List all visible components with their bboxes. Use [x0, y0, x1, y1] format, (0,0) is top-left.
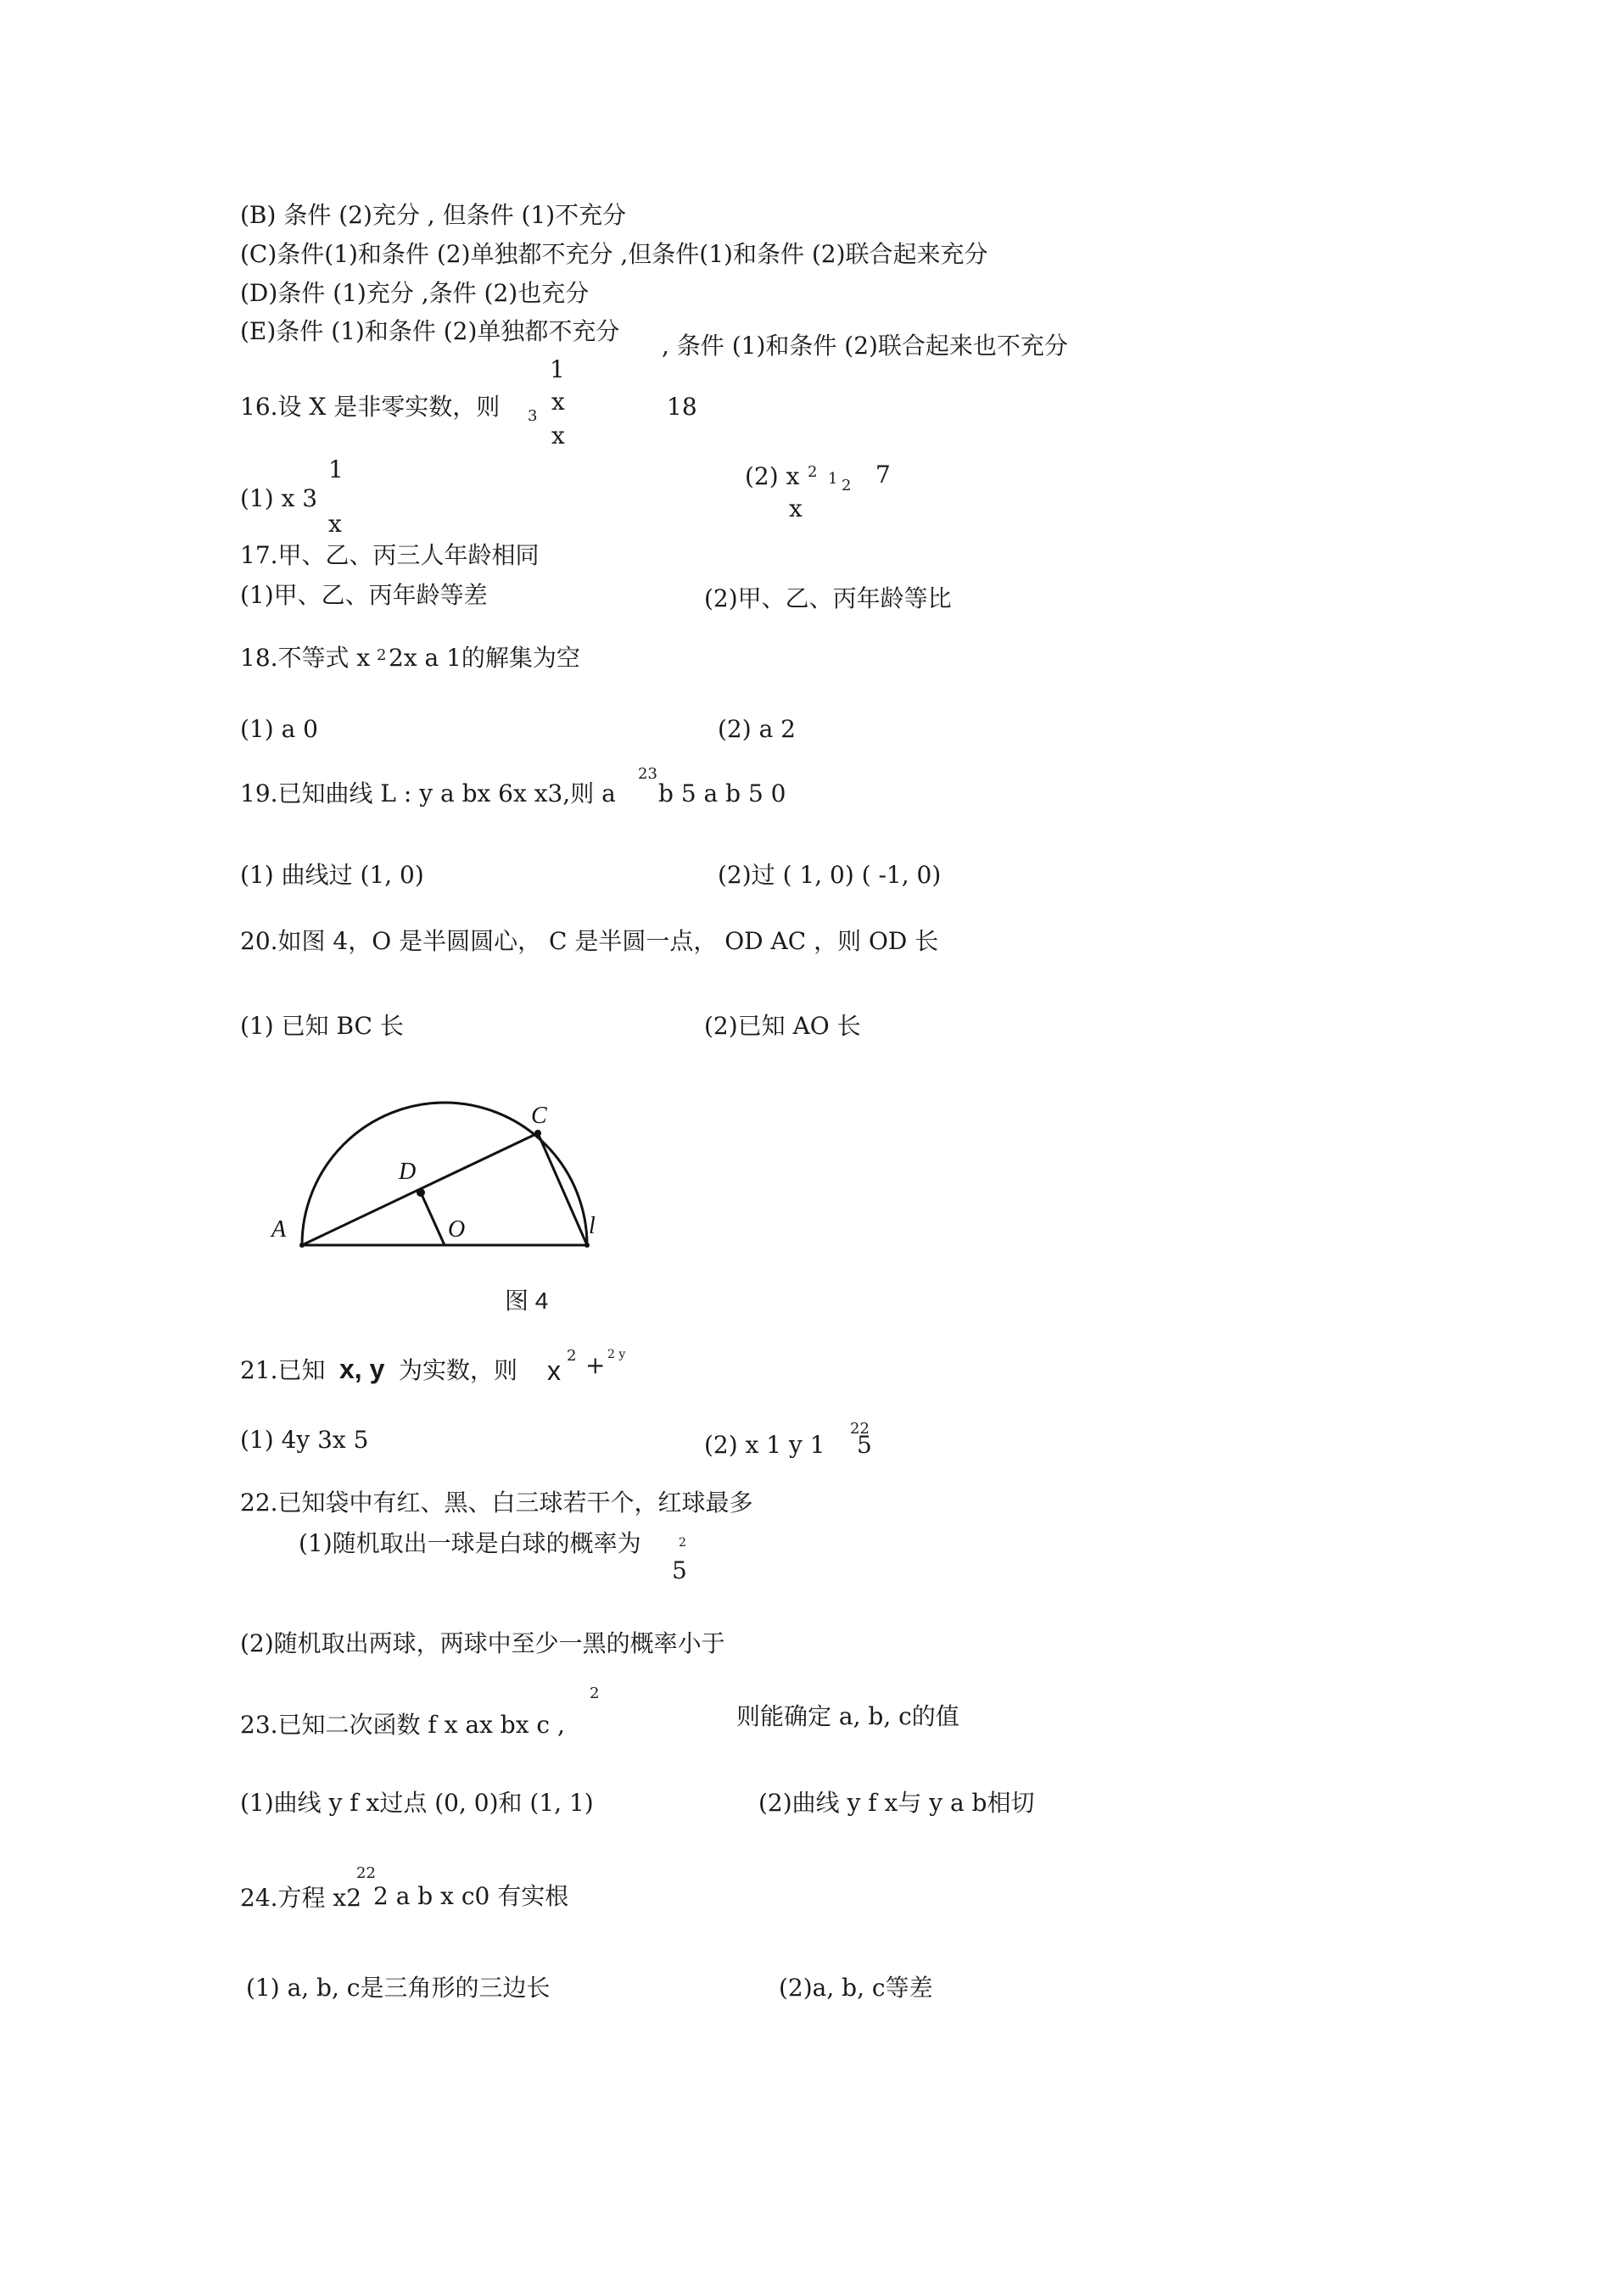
q18-condition-2: (2) a 2: [718, 715, 796, 743]
segment-od: [421, 1193, 445, 1245]
point-a: [299, 1243, 305, 1248]
q16-c2: (2) x: [745, 462, 800, 490]
q19-sup: 23: [638, 765, 657, 783]
q16-x-upper: x: [551, 388, 565, 416]
q21-xy: x, y: [339, 1354, 385, 1384]
q22-condition-1: (1)随机取出一球是白球的概率为: [299, 1529, 641, 1557]
label-d: D: [399, 1159, 417, 1185]
q17-condition-2: (2)甲、乙、丙年龄等比: [704, 584, 952, 612]
q21-tail: 2 y: [607, 1348, 626, 1361]
q16-c1-one: 1: [328, 455, 344, 483]
q20-condition-2: (2)已知 AO 长: [704, 1012, 861, 1040]
q19-condition-1: (1) 曲线过 (1, 0): [240, 861, 424, 889]
q18-stem-b: 2x a 1的解集为空: [389, 644, 580, 672]
q22-c1-denominator: 5: [672, 1556, 687, 1584]
q19-stem-b: b 5 a b 5 0: [658, 779, 786, 807]
semicircle-figure: [263, 1094, 619, 1315]
point-b: [584, 1243, 590, 1248]
q19-stem-a: 19.已知曲线 L : y a bx 6x x3,则 a: [240, 779, 616, 807]
option-b: (B) 条件 (2)充分 , 但条件 (1)不充分: [240, 201, 627, 229]
q16-c2-sup: 2: [808, 463, 818, 481]
q24-sup: 22: [356, 1864, 376, 1882]
q21-c2-sup: 22: [850, 1420, 870, 1438]
label-b: l: [589, 1213, 596, 1239]
q23-stem: 23.已知二次函数 f x ax bx c ,: [240, 1711, 565, 1739]
q16-x-lower: x: [551, 422, 565, 450]
option-e-part2: , 条件 (1)和条件 (2)联合起来也不充分: [662, 332, 1068, 360]
q23-condition-2: (2)曲线 y f x与 y a b相切: [758, 1789, 1035, 1817]
q16-stem: 16.设 X 是非零实数，则: [240, 393, 501, 421]
q23-right: 则能确定 a, b, c的值: [736, 1702, 959, 1730]
q16-c1: (1) x 3: [240, 484, 318, 512]
q16-c2-value: 7: [875, 461, 891, 489]
q16-c2-mid: 1: [828, 470, 838, 488]
q22-c1-numerator: 2: [679, 1536, 686, 1550]
q21-stem-b: 为实数，则: [399, 1356, 518, 1384]
q21-c2-tail: 5: [857, 1431, 872, 1459]
q18-stem-a: 18.不等式 x: [240, 644, 371, 672]
q21-condition-2: (2) x 1 y 1: [704, 1431, 825, 1459]
q23-condition-1: (1)曲线 y f x过点 (0, 0)和 (1, 1): [240, 1789, 594, 1817]
q21-sup: 2: [567, 1347, 577, 1365]
option-d: (D)条件 (1)充分 ,条件 (2)也充分: [240, 279, 590, 307]
q21-plus: +: [585, 1351, 606, 1379]
q16-value: 18: [667, 393, 697, 421]
option-c: (C)条件(1)和条件 (2)单独都不充分 ,但条件(1)和条件 (2)联合起来充分: [240, 240, 988, 268]
q17-condition-1: (1)甲、乙、丙年龄等差: [240, 581, 488, 609]
q22-condition-2: (2)随机取出两球，两球中至少一黑的概率小于: [240, 1629, 725, 1657]
q18-sup: 2: [377, 646, 387, 664]
label-a: A: [271, 1216, 287, 1243]
q16-subscript: 3: [528, 407, 538, 425]
q24-condition-1: (1) a, b, c是三角形的三边长: [246, 1974, 551, 2002]
q21-x: x: [547, 1355, 561, 1386]
point-c: [534, 1130, 541, 1137]
q24-condition-2: (2)a, b, c等差: [779, 1974, 933, 2002]
q21-stem-a: 21.已知: [240, 1356, 326, 1384]
point-d: [417, 1188, 425, 1197]
q24-stem-b: 2 a b x c0 有实根: [373, 1882, 569, 1910]
q20-condition-1: (1) 已知 BC 长: [240, 1012, 404, 1040]
q16-c2-x: x: [789, 494, 803, 522]
q21-condition-1: (1) 4y 3x 5: [240, 1426, 369, 1454]
q16-numerator: 1: [550, 355, 565, 383]
q24-stem-a: 24.方程 x2: [240, 1884, 362, 1912]
q16-c2-sub: 2: [842, 477, 852, 494]
q16-c1-x: x: [328, 510, 342, 538]
figure-caption: 图 4: [505, 1288, 549, 1314]
option-e-part1: (E)条件 (1)和条件 (2)单独都不充分: [240, 317, 620, 345]
q18-condition-1: (1) a 0: [240, 715, 318, 743]
q17-stem: 17.甲、乙、丙三人年龄相同: [240, 541, 540, 569]
q23-sup: 2: [590, 1684, 600, 1702]
q20-stem: 20.如图 4，O 是半圆圆心， C 是半圆一点， OD AC ，则 OD 长: [240, 927, 939, 955]
label-o: O: [448, 1216, 466, 1243]
label-c: C: [531, 1103, 547, 1129]
chord-cb: [538, 1133, 587, 1245]
q22-stem: 22.已知袋中有红、黑、白三球若干个，红球最多: [240, 1489, 753, 1517]
q19-condition-2: (2)过 ( 1, 0) ( -1, 0): [718, 861, 942, 889]
